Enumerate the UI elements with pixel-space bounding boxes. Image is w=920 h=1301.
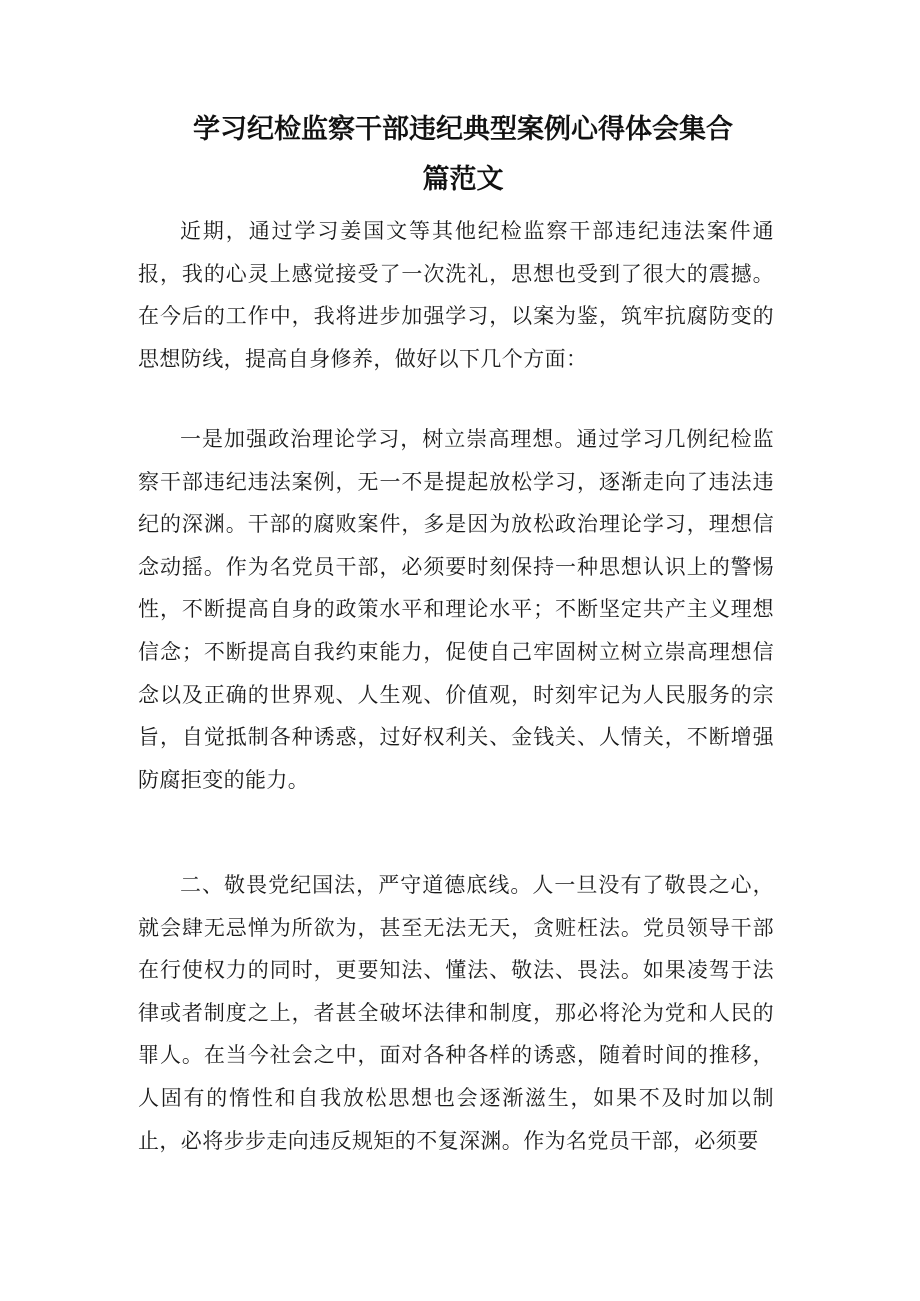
document-title-line-2: 篇范文 bbox=[422, 164, 504, 195]
paragraph-intro: 近期，通过学习姜国文等其他纪检监察干部违纪违法案件通报，我的心灵上感觉接受了一次洗礼，思想也受到了很大的震撼。在今后的工作中，我将进步加强学习，以案为鉴，筑牢抗腐防变的思想防线，提高自身修养，做好以下几个方面： bbox=[138, 219, 774, 371]
document-title-line-1: 学习纪检监察干部违纪典型案例心得体会集合 bbox=[193, 114, 733, 145]
paragraph-point-one: 一是加强政治理论学习，树立崇高理想。通过学习几例纪检监察干部违纪违法案例，无一不是提起放松学习，逐渐走向了违法违纪的深渊。干部的腐败案件，多是因为放松政治理论学习，理想信念动摇。作为名党员干部，必须要时刻保持一种思想认识上的警惕性，不断提高自身的政策水平和理论水平；不断坚定共产主义理想信念；不断提高自我约束能力，促使自己牢固树立树立崇高理想信念以及正确的世界观、人生观、价值观，时刻牢记为人民服务的宗旨，自觉抵制各种诱惑，过好权利关、金钱关、人情关，不断增强防腐拒变的能力。 bbox=[138, 427, 774, 792]
paragraph-point-two: 二、敬畏党纪国法，严守道德底线。人一旦没有了敬畏之心，就会肆无忌惮为所欲为，甚至无法无天，贪赃枉法。党员领导干部在行使权力的同时，更要知法、懂法、敬法、畏法。如果凌驾于法律或者制度之上，者甚全破坏法律和制度，那必将沦为党和人民的罪人。在当今社会之中，面对各种各样的诱惑，随着时间的推移，人固有的惰性和自我放松思想也会逐渐滋生，如果不及时加以制止，必将步步走向违反规矩的不复深渊。作为名党员干部，必须要 bbox=[138, 873, 774, 1153]
